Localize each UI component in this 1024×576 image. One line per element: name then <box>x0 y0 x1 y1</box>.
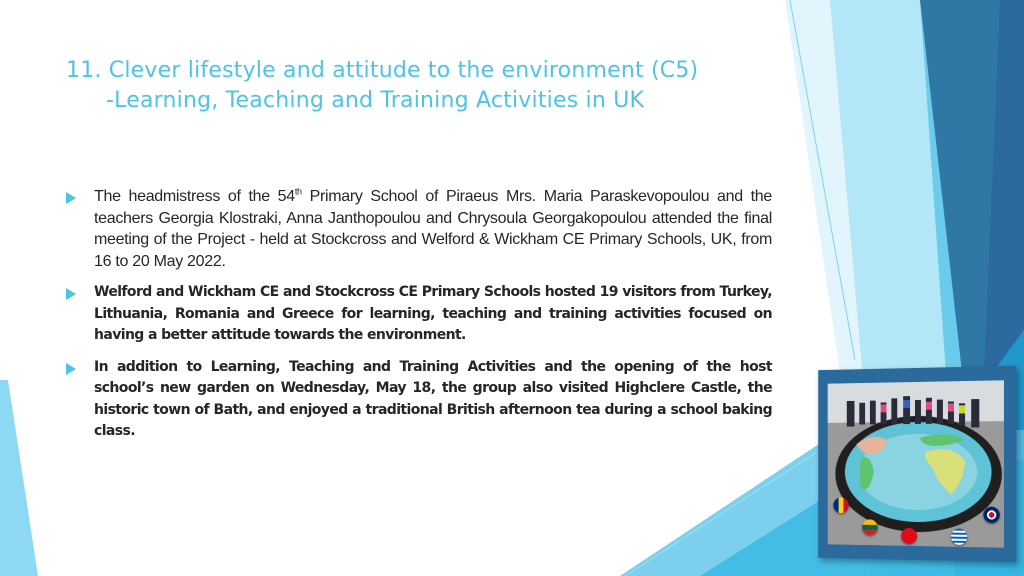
lithuania-flag-icon <box>862 519 878 535</box>
bullet-text: In addition to Learning, Teaching and Training Activities and the opening of the host school’s new garden on Wednesday, May 18, the group also visited Highclere Castle, the historic town of Bath, and enjoyed a traditional British afternoon tea during a school baking class. <box>94 358 772 439</box>
bullet-text <box>94 188 772 270</box>
slide-title <box>66 56 786 116</box>
triangle-bullet-icon <box>66 363 76 375</box>
photo-illustration <box>828 380 1004 547</box>
greece-flag-icon <box>951 529 967 545</box>
uk-flag-icon <box>983 507 999 523</box>
bullet-text-part: The headmistress of the 54 <box>94 188 295 205</box>
globe-children-photo <box>828 380 1004 547</box>
bullet-text: Welford and Wickham CE and Stockcross CE Primary Schools hosted 19 visitors from Turkey, Lithuania, Romania and Greece for learning, teaching and training activities focused on having a better attitude towards the environment. <box>94 284 772 343</box>
bullet-item <box>66 357 772 443</box>
bullet-list <box>66 186 772 453</box>
photo-frame <box>818 366 1016 563</box>
title-line-1: 11. Clever lifestyle and attitude to the environment (C5) <box>66 58 699 83</box>
bullet-item <box>66 186 772 272</box>
triangle-bullet-icon <box>66 192 76 204</box>
bullet-item <box>66 282 772 347</box>
triangle-bullet-icon <box>66 288 76 300</box>
superscript: th <box>294 186 302 197</box>
turkey-flag-icon <box>901 528 917 544</box>
romania-flag-icon <box>833 497 848 513</box>
title-line-2: -Learning, Teaching and Training Activities in UK <box>106 88 645 113</box>
bullet-text-part: Primary School of Piraeus Mrs. Maria Paraskevopoulou and the teachers Georgia Klostraki, Anna Janthopoulou and Chrysoula Georgakopoulou attended the final meeting of the Project - held at Stockcross and Welford & Wickham CE Primary Schools, UK, from 16 to 20 May 2022. <box>94 188 772 270</box>
